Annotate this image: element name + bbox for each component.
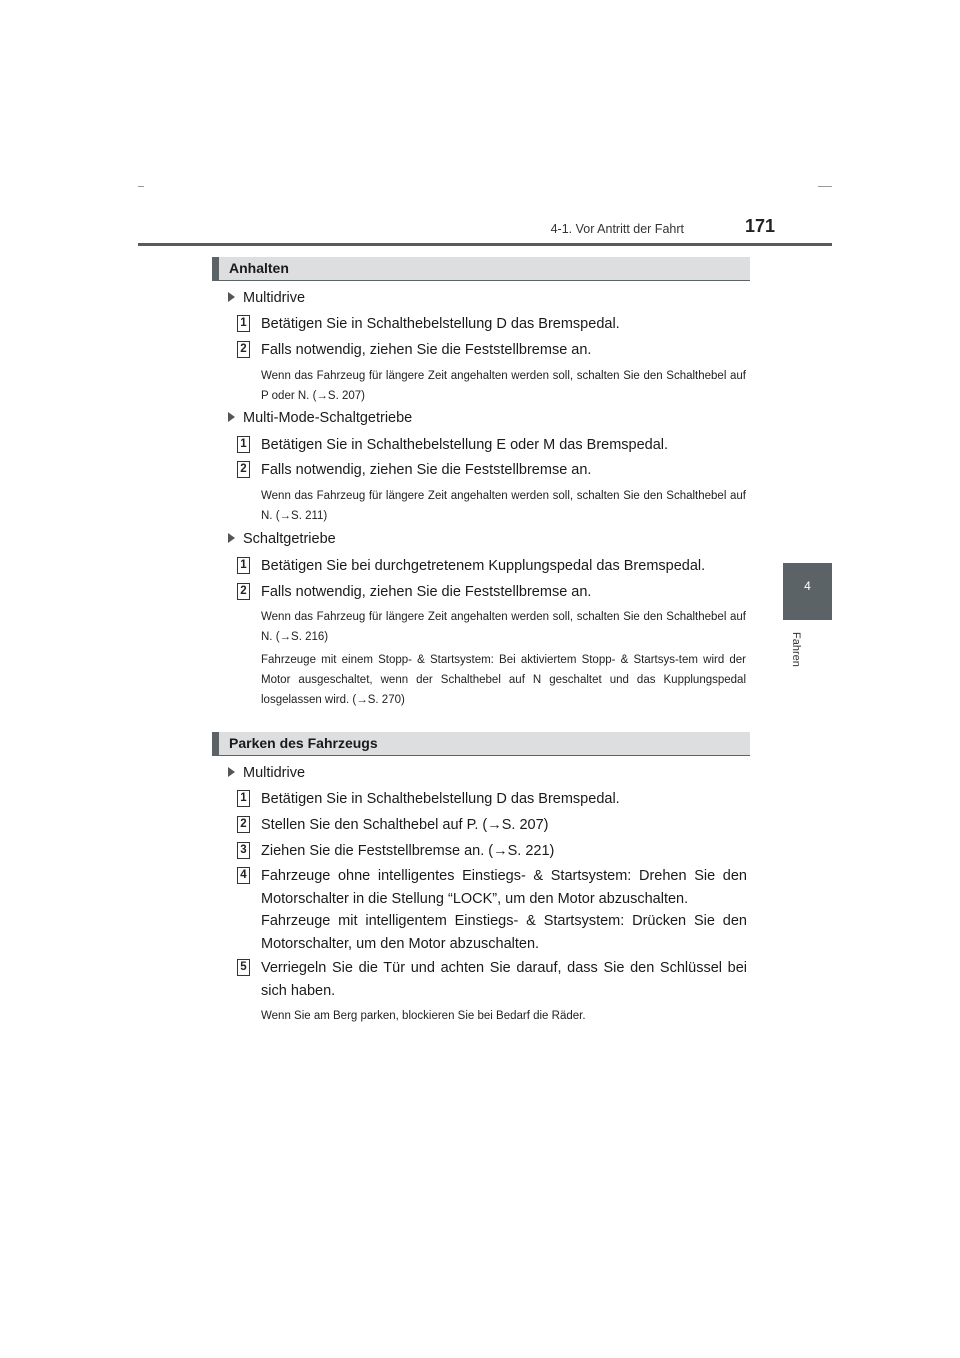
- crop-mark-left: [138, 186, 144, 187]
- header-section-title: 4-1. Vor Antritt der Fahrt: [550, 222, 684, 236]
- variant-label: Multidrive: [243, 290, 306, 306]
- note-text: Wenn das Fahrzeug für längere Zeit angehalten werden soll, schalten Sie den Schalthebel auf P oder N. (→S. 207): [261, 370, 746, 402]
- step-text: Fahrzeuge ohne intelligentes Einstiegs- & Startsystem: Drehen Sie den Motorschalter in die Stellung “LOCK”, um den Motor abzuschalten.: [261, 868, 747, 907]
- variant-label: Multidrive: [243, 765, 306, 781]
- step-number: 1: [237, 790, 250, 807]
- section-heading-parken: [212, 732, 750, 756]
- note-text: Wenn Sie am Berg parken, blockieren Sie bei Bedarf die Räder.: [261, 1010, 586, 1022]
- step-number: 2: [237, 583, 250, 600]
- step-text: Falls notwendig, ziehen Sie die Feststellbremse an.: [261, 462, 592, 478]
- step-number: 3: [237, 842, 250, 859]
- step-text: Betätigen Sie in Schalthebelstellung E oder M das Bremspedal.: [261, 437, 669, 453]
- variant-heading-manual: [228, 531, 336, 547]
- step-text: Betätigen Sie bei durchgetretenem Kupplungspedal das Bremspedal.: [261, 558, 706, 574]
- step-text: Betätigen Sie in Schalthebelstellung D das Bremspedal.: [261, 316, 620, 332]
- step-number: 2: [237, 816, 250, 833]
- variant-heading-multidrive: [228, 765, 305, 781]
- section-title: Parken des Fahrzeugs: [229, 735, 378, 751]
- note-text: Wenn das Fahrzeug für längere Zeit angehalten werden soll, schalten Sie den Schalthebel auf N. (→S. 216): [261, 611, 746, 643]
- note-text: Wenn das Fahrzeug für längere Zeit angehalten werden soll, schalten Sie den Schalthebel auf N. (→S. 211): [261, 490, 746, 522]
- triangle-bullet-icon: [228, 412, 235, 422]
- step-text: Ziehen Sie die Feststellbremse an. (→S. 221): [261, 843, 555, 859]
- step-number: 5: [237, 959, 250, 976]
- variant-heading-multimode: [228, 410, 412, 426]
- step-number: 1: [237, 436, 250, 453]
- step-number: 2: [237, 461, 250, 478]
- section-heading-anhalten: [212, 257, 750, 281]
- step-text: Verriegeln Sie die Tür und achten Sie darauf, dass Sie den Schlüssel bei sich haben.: [261, 960, 747, 999]
- step-number: 4: [237, 867, 250, 884]
- step-text: Falls notwendig, ziehen Sie die Feststellbremse an.: [261, 342, 592, 358]
- triangle-bullet-icon: [228, 533, 235, 543]
- step-text: Stellen Sie den Schalthebel auf P. (→S. 207): [261, 817, 549, 833]
- page-number: 171: [744, 216, 775, 236]
- variant-heading-multidrive: [228, 290, 305, 306]
- note-text: Fahrzeuge mit einem Stopp- & Startsystem: Bei aktiviertem Stopp- & Startsys-tem wird der Motor ausgeschaltet, wenn der Schalthebel auf N geschaltet und das Kupplungspedal losgelassen wird. (→S. 270): [261, 654, 746, 706]
- variant-label: Schaltgetriebe: [243, 531, 336, 547]
- crop-mark-right: [818, 186, 832, 187]
- chapter-side-label-text: Fahren: [790, 632, 802, 667]
- step-number: 1: [237, 557, 250, 574]
- header-rule: [138, 243, 832, 246]
- variant-label: Multi-Mode-Schaltgetriebe: [243, 410, 413, 426]
- step-continuation-text: Fahrzeuge mit intelligentem Einstiegs- & Startsystem: Drücken Sie den Motorschalter, um den Motor abzuschalten.: [261, 913, 747, 952]
- chapter-side-label: [786, 632, 806, 692]
- step-text: Betätigen Sie in Schalthebelstellung D das Bremspedal.: [261, 791, 620, 807]
- section-title: Anhalten: [229, 260, 289, 276]
- triangle-bullet-icon: [228, 767, 235, 777]
- chapter-tab: 4: [783, 563, 832, 620]
- triangle-bullet-icon: [228, 292, 235, 302]
- step-number: 1: [237, 315, 250, 332]
- step-number: 2: [237, 341, 250, 358]
- step-text: Falls notwendig, ziehen Sie die Feststellbremse an.: [261, 584, 592, 600]
